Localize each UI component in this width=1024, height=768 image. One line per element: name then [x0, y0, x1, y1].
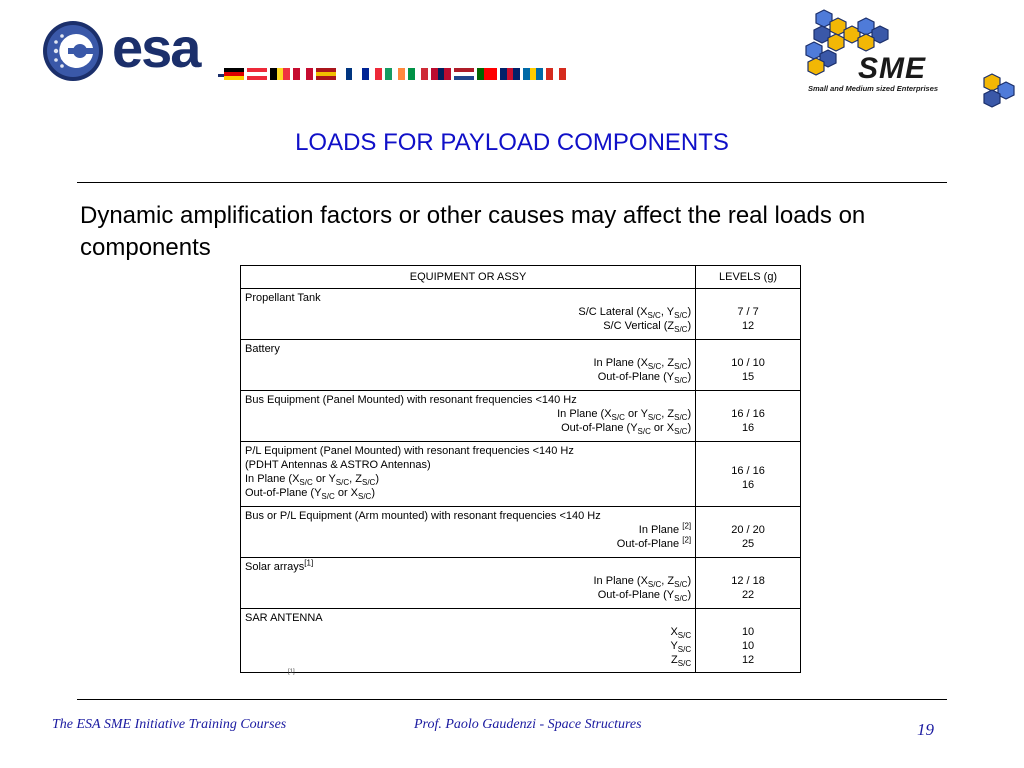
page-number: 19 — [917, 720, 934, 739]
load-line: Out-of-Plane ($Y_{S/C}$ or $X_{S/C}$) — [561, 422, 692, 437]
level-value: 12 — [741, 320, 755, 332]
load-line: S/C Vertical $(Z_{S/C})$ — [603, 320, 692, 335]
load-line: Out-of-Plane $(Y_{S/C})$ — [597, 371, 692, 386]
row-subtitle: (PDHT Antennas & ASTRO Antennas) — [245, 459, 431, 471]
load-line: $Z_{S/C}$ — [671, 654, 692, 669]
table-row — [241, 289, 801, 340]
flag-icon — [385, 68, 405, 80]
footer-author: Prof. Paolo Gaudenzi - Space Structures — [414, 717, 642, 732]
row-name: P/L Equipment (Panel Mounted) with resonant frequencies <140 Hz — [245, 445, 574, 457]
row-name: Bus or P/L Equipment (Arm mounted) with resonant frequencies <140 Hz — [245, 510, 601, 522]
load-line: In Plane ($X_{S/C}$, $Z_{S/C}$) — [593, 575, 692, 590]
flag-icon — [362, 68, 382, 80]
flag-icon — [431, 68, 451, 80]
footnote-mark: [1] — [288, 669, 295, 675]
level-value: 12 / 18 — [731, 575, 765, 587]
footer-course: The ESA SME Initiative Training Courses — [52, 717, 287, 732]
level-value: 16 — [741, 422, 755, 434]
top-divider — [77, 182, 947, 183]
row-name: Solar arrays[1] — [245, 558, 314, 573]
table-row — [241, 442, 801, 507]
flag-icon — [224, 68, 244, 80]
flag-icon — [408, 68, 428, 80]
level-value: 7 / 7 — [737, 306, 759, 318]
level-value: 16 / 16 — [731, 408, 765, 420]
level-value: 16 — [741, 479, 755, 491]
flag-icon — [477, 68, 497, 80]
level-value: 25 — [741, 538, 755, 550]
level-value: 20 / 20 — [731, 524, 765, 536]
flag-icon — [523, 68, 543, 80]
header-equipment: EQUIPMENT OR ASSY — [241, 266, 696, 289]
load-line: Out-of-Plane ($Y_{S/C}$ or $X_{S/C}$) — [245, 487, 376, 502]
level-value: 10 — [741, 640, 755, 652]
flag-icon — [316, 68, 336, 80]
header-levels: LEVELS (g) — [696, 266, 801, 289]
row-name: Bus Equipment (Panel Mounted) with resonant frequencies <140 Hz — [245, 394, 577, 406]
level-value: 10 / 10 — [731, 357, 765, 369]
esa-logo-text: esa — [112, 16, 200, 79]
load-line: Out-of-Plane $(Y_{S/C})$ — [597, 589, 692, 604]
intro-text: Dynamic amplification factors or other causes may affect the real loads on components — [80, 202, 866, 261]
level-value: 10 — [741, 626, 755, 638]
sme-logo-subtitle: Small and Medium sized Enterprises — [808, 84, 939, 93]
sme-logo-text: SME — [858, 52, 927, 85]
flag-icon — [339, 68, 359, 80]
table-header-row — [241, 266, 801, 289]
load-line: In Plane ($X_{S/C}$, $Z_{S/C}$) — [593, 357, 692, 372]
table-row — [241, 391, 801, 442]
row-name: SAR ANTENNA — [245, 612, 323, 624]
load-line: $Y_{S/C}$ — [670, 640, 692, 655]
table-row — [241, 558, 801, 609]
load-line: S/C Lateral ($X_{S/C}$, $Y_{S/C}$) — [578, 306, 692, 321]
flag-icon — [247, 68, 267, 80]
load-line: Out-of-Plane [2] — [616, 535, 692, 550]
load-line: In Plane ($X_{S/C}$ or $Y_{S/C}$, $Z_{S/C}$) — [245, 473, 379, 488]
esa-globe-icon — [42, 20, 104, 82]
level-value: 15 — [741, 371, 755, 383]
sme-logo — [800, 8, 1018, 108]
flag-icon — [293, 68, 313, 80]
bottom-divider — [77, 699, 947, 700]
row-name: Propellant Tank — [245, 292, 321, 304]
flag-icon — [454, 68, 474, 80]
level-value: 22 — [741, 589, 755, 601]
flag-icon — [546, 68, 566, 80]
esa-logo — [42, 16, 562, 86]
row-name: Battery — [245, 343, 280, 355]
table-row — [241, 340, 801, 391]
load-line: In Plane [2] — [638, 521, 692, 536]
level-value: 12 — [741, 654, 755, 666]
table-row — [241, 609, 801, 673]
loads-table — [240, 265, 801, 673]
slide-title: LOADS FOR PAYLOAD COMPONENTS — [295, 129, 729, 156]
level-value: 16 / 16 — [731, 465, 765, 477]
load-line: $X_{S/C}$ — [670, 626, 692, 641]
load-line: In Plane ($X_{S/C}$ or $Y_{S/C}$, $Z_{S/C}$) — [557, 408, 692, 423]
table-row — [241, 507, 801, 558]
flag-icon — [500, 68, 520, 80]
member-state-flags — [224, 68, 566, 80]
flag-icon — [270, 68, 290, 80]
